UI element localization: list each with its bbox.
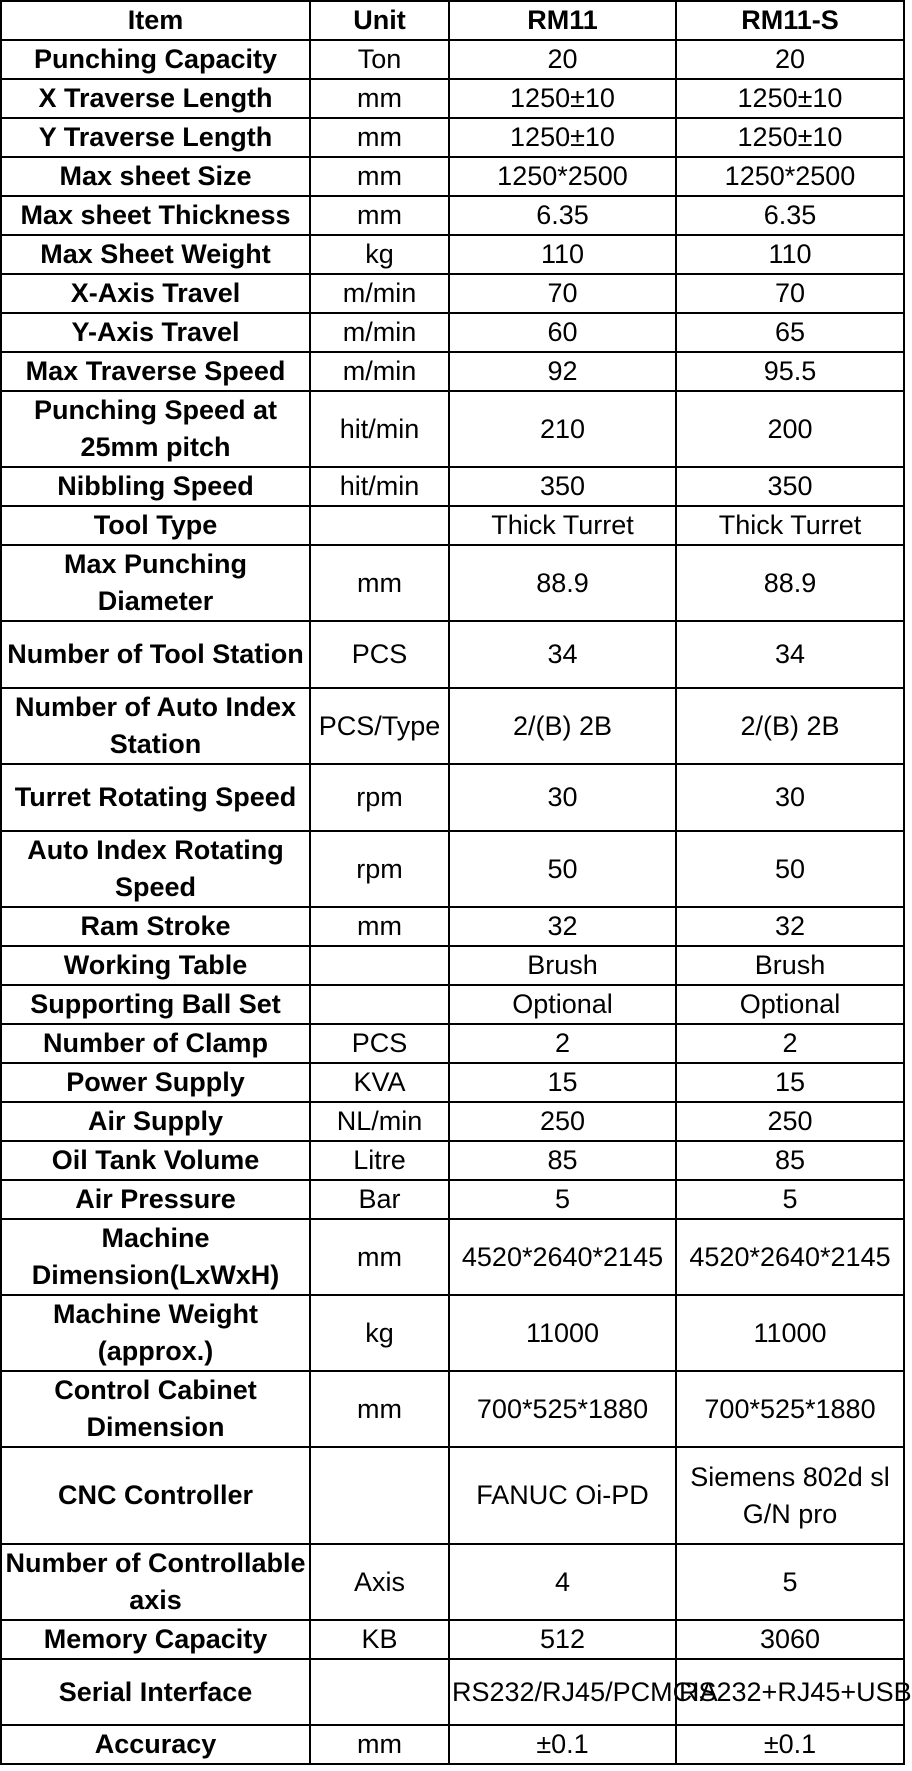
header-row: [1, 1, 904, 40]
table-row: [1, 1024, 904, 1063]
table-row: [1, 1063, 904, 1102]
table-row: [1, 1102, 904, 1141]
cell-unit: [310, 985, 449, 1024]
table-row: [1, 1180, 904, 1219]
cell-unit: mm: [310, 79, 449, 118]
table-row: [1, 907, 904, 946]
cell-rm11: RS232/RJ45/PCMCIA: [449, 1659, 676, 1725]
cell-unit: kg: [310, 1295, 449, 1371]
cell-item: Power Supply: [1, 1063, 310, 1102]
cell-item: Accuracy: [1, 1725, 310, 1764]
cell-rm11: 1250±10: [449, 79, 676, 118]
table-row: [1, 467, 904, 506]
cell-unit: mm: [310, 1725, 449, 1764]
cell-unit: hit/min: [310, 391, 449, 467]
cell-item: Auto Index Rotating Speed: [1, 831, 310, 907]
cell-unit: rpm: [310, 764, 449, 831]
table-row: [1, 1141, 904, 1180]
cell-unit: [310, 1447, 449, 1544]
cell-rm11-s: 65: [676, 313, 904, 352]
table-row: [1, 1447, 904, 1544]
cell-rm11: 250: [449, 1102, 676, 1141]
cell-item: Air Pressure: [1, 1180, 310, 1219]
cell-rm11-s: 88.9: [676, 545, 904, 621]
cell-unit: hit/min: [310, 467, 449, 506]
cell-unit: Axis: [310, 1544, 449, 1620]
cell-rm11-s: 350: [676, 467, 904, 506]
cell-rm11: 32: [449, 907, 676, 946]
cell-rm11-s: 200: [676, 391, 904, 467]
cell-unit: [310, 946, 449, 985]
cell-unit: m/min: [310, 274, 449, 313]
cell-rm11-s: Brush: [676, 946, 904, 985]
cell-rm11-s: 34: [676, 621, 904, 688]
cell-rm11-s: RS232+RJ45+USB: [676, 1659, 904, 1725]
cell-rm11-s: 70: [676, 274, 904, 313]
cell-unit: [310, 506, 449, 545]
cell-rm11: 4520*2640*2145: [449, 1219, 676, 1295]
cell-unit: KB: [310, 1620, 449, 1659]
cell-rm11: 50: [449, 831, 676, 907]
cell-rm11: 350: [449, 467, 676, 506]
cell-item: Supporting Ball Set: [1, 985, 310, 1024]
cell-item: Working Table: [1, 946, 310, 985]
cell-rm11-s: 20: [676, 40, 904, 79]
cell-rm11: 20: [449, 40, 676, 79]
cell-rm11-s: 250: [676, 1102, 904, 1141]
cell-rm11-s: 30: [676, 764, 904, 831]
cell-unit: mm: [310, 1371, 449, 1447]
table-row: [1, 1219, 904, 1295]
cell-item: Turret Rotating Speed: [1, 764, 310, 831]
cell-item: Max Sheet Weight: [1, 235, 310, 274]
cell-unit: mm: [310, 545, 449, 621]
cell-rm11: Optional: [449, 985, 676, 1024]
table-row: [1, 1620, 904, 1659]
table-row: [1, 1371, 904, 1447]
table-row: [1, 985, 904, 1024]
cell-rm11: 5: [449, 1180, 676, 1219]
cell-rm11: 30: [449, 764, 676, 831]
cell-rm11: 2/(B) 2B: [449, 688, 676, 764]
cell-unit: mm: [310, 157, 449, 196]
cell-rm11: 6.35: [449, 196, 676, 235]
cell-rm11-s: 2/(B) 2B: [676, 688, 904, 764]
cell-item: Max Punching Diameter: [1, 545, 310, 621]
cell-rm11-s: 3060: [676, 1620, 904, 1659]
cell-unit: PCS: [310, 1024, 449, 1063]
cell-item: Number of Controllable axis: [1, 1544, 310, 1620]
cell-rm11-s: Thick Turret: [676, 506, 904, 545]
table-row: [1, 79, 904, 118]
cell-unit: mm: [310, 907, 449, 946]
cell-unit: [310, 1659, 449, 1725]
table-row: [1, 196, 904, 235]
cell-unit: KVA: [310, 1063, 449, 1102]
cell-rm11-s: 50: [676, 831, 904, 907]
cell-rm11: FANUC Oi-PD: [449, 1447, 676, 1544]
cell-unit: Bar: [310, 1180, 449, 1219]
cell-rm11: 15: [449, 1063, 676, 1102]
cell-rm11: ±0.1: [449, 1725, 676, 1764]
cell-rm11-s: 1250±10: [676, 118, 904, 157]
cell-rm11-s: 5: [676, 1180, 904, 1219]
cell-item: Number of Clamp: [1, 1024, 310, 1063]
table-row: [1, 831, 904, 907]
table-row: [1, 118, 904, 157]
cell-unit: mm: [310, 196, 449, 235]
cell-unit: PCS/Type: [310, 688, 449, 764]
table-row: [1, 545, 904, 621]
cell-rm11: 60: [449, 313, 676, 352]
cell-item: Tool Type: [1, 506, 310, 545]
cell-unit: Litre: [310, 1141, 449, 1180]
cell-rm11-s: 110: [676, 235, 904, 274]
cell-rm11: 85: [449, 1141, 676, 1180]
cell-item: Punching Speed at 25mm pitch: [1, 391, 310, 467]
cell-unit: mm: [310, 118, 449, 157]
table-row: [1, 621, 904, 688]
cell-rm11: 1250±10: [449, 118, 676, 157]
cell-item: Max sheet Size: [1, 157, 310, 196]
cell-unit: kg: [310, 235, 449, 274]
cell-rm11-s: 11000: [676, 1295, 904, 1371]
cell-rm11-s: Optional: [676, 985, 904, 1024]
cell-rm11-s: 85: [676, 1141, 904, 1180]
table-row: [1, 274, 904, 313]
cell-rm11-s: 4520*2640*2145: [676, 1219, 904, 1295]
cell-unit: NL/min: [310, 1102, 449, 1141]
table-row: [1, 764, 904, 831]
cell-rm11: 88.9: [449, 545, 676, 621]
cell-item: Max Traverse Speed: [1, 352, 310, 391]
cell-rm11-s: 32: [676, 907, 904, 946]
table-row: [1, 391, 904, 467]
cell-rm11-s: 700*525*1880: [676, 1371, 904, 1447]
cell-rm11-s: Siemens 802d sl G/N pro: [676, 1447, 904, 1544]
cell-rm11: 2: [449, 1024, 676, 1063]
cell-rm11: Thick Turret: [449, 506, 676, 545]
table-row: [1, 157, 904, 196]
cell-item: Air Supply: [1, 1102, 310, 1141]
header-unit: Unit: [310, 1, 449, 40]
cell-rm11: 210: [449, 391, 676, 467]
cell-rm11: 70: [449, 274, 676, 313]
cell-rm11: 1250*2500: [449, 157, 676, 196]
cell-unit: PCS: [310, 621, 449, 688]
cell-item: Oil Tank Volume: [1, 1141, 310, 1180]
cell-item: Y Traverse Length: [1, 118, 310, 157]
header-rm11-s: RM11-S: [676, 1, 904, 40]
cell-rm11: 512: [449, 1620, 676, 1659]
cell-item: Control Cabinet Dimension: [1, 1371, 310, 1447]
cell-item: Serial Interface: [1, 1659, 310, 1725]
cell-item: Machine Weight (approx.): [1, 1295, 310, 1371]
cell-item: Nibbling Speed: [1, 467, 310, 506]
cell-item: Number of Auto Index Station: [1, 688, 310, 764]
cell-item: X-Axis Travel: [1, 274, 310, 313]
cell-item: Max sheet Thickness: [1, 196, 310, 235]
cell-item: CNC Controller: [1, 1447, 310, 1544]
cell-rm11-s: 6.35: [676, 196, 904, 235]
table-row: [1, 1295, 904, 1371]
header-rm11: RM11: [449, 1, 676, 40]
cell-unit: mm: [310, 1219, 449, 1295]
cell-rm11: 92: [449, 352, 676, 391]
cell-rm11-s: 5: [676, 1544, 904, 1620]
cell-unit: m/min: [310, 313, 449, 352]
cell-unit: m/min: [310, 352, 449, 391]
table-row: [1, 1544, 904, 1620]
cell-rm11-s: 15: [676, 1063, 904, 1102]
cell-item: Number of Tool Station: [1, 621, 310, 688]
cell-unit: rpm: [310, 831, 449, 907]
cell-rm11: Brush: [449, 946, 676, 985]
cell-rm11: 11000: [449, 1295, 676, 1371]
table-row: [1, 40, 904, 79]
cell-item: Y-Axis Travel: [1, 313, 310, 352]
cell-rm11-s: 2: [676, 1024, 904, 1063]
cell-rm11-s: 1250*2500: [676, 157, 904, 196]
table-row: [1, 1659, 904, 1725]
cell-rm11: 700*525*1880: [449, 1371, 676, 1447]
cell-rm11: 4: [449, 1544, 676, 1620]
cell-item: Machine Dimension(LxWxH): [1, 1219, 310, 1295]
cell-rm11-s: 95.5: [676, 352, 904, 391]
cell-rm11: 110: [449, 235, 676, 274]
table-row: [1, 506, 904, 545]
cell-item: Memory Capacity: [1, 1620, 310, 1659]
cell-item: X Traverse Length: [1, 79, 310, 118]
cell-item: Ram Stroke: [1, 907, 310, 946]
cell-rm11: 34: [449, 621, 676, 688]
cell-unit: Ton: [310, 40, 449, 79]
cell-rm11-s: 1250±10: [676, 79, 904, 118]
cell-item: Punching Capacity: [1, 40, 310, 79]
cell-rm11-s: ±0.1: [676, 1725, 904, 1764]
table-row: [1, 352, 904, 391]
table-row: [1, 946, 904, 985]
table-row: [1, 688, 904, 764]
table-row: [1, 1725, 904, 1764]
table-row: [1, 313, 904, 352]
table-row: [1, 235, 904, 274]
spec-table-body: [1, 40, 912, 1764]
header-item: Item: [1, 1, 310, 40]
